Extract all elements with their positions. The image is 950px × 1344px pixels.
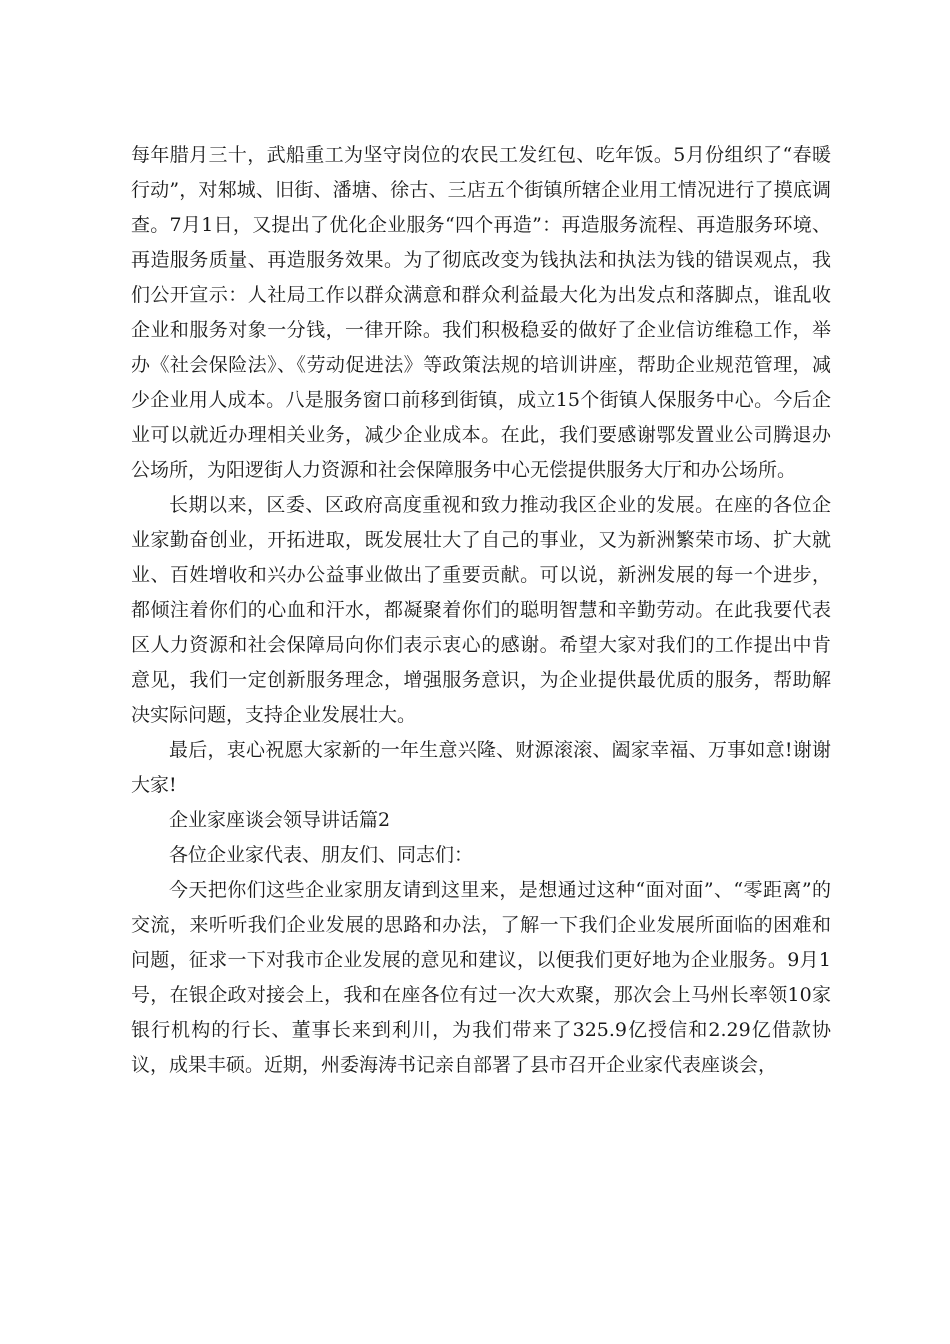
document-body xyxy=(131,138,831,1083)
paragraph-service-measures: 每年腊月三十，武船重工为坚守岗位的农民工发红包、吃年饭。5月份组织了“春暖行动”，对邾城、旧街、潘塘、徐古、三店五个街镇所辖企业用工情况进行了摸底调查。7月1日，又提出了优化企业服务“四个再造”：再造服务流程、再造服务环境、再造服务质量、再造服务效果。为了彻底改变为钱执法和执法为钱的错误观点，我们公开宣示：人社局工作以群众满意和群众利益最大化为出发点和落脚点，谁乱收企业和服务对象一分钱，一律开除。我们积极稳妥的做好了企业信访维稳工作，举办《社会保险法》、《劳动促进法》等政策法规的培训讲座，帮助企业规范管理，减少企业用人成本。八是服务窗口前移到街镇，成立15个街镇人保服务中心。今后企业可以就近办理相关业务，减少企业成本。在此，我们要感谢鄂发置业公司腾退办公场所，为阳逻街人力资源和社会保障服务中心无偿提供服务大厅和办公场所。 xyxy=(131,144,831,481)
paragraph-entrepreneur-thanks: 长期以来，区委、区政府高度重视和致力推动我区企业的发展。在座的各位企业家勤奋创业，开拓进取，既发展壮大了自己的事业，又为新洲繁荣市场、扩大就业、百姓增收和兴办公益事业做出了重要贡献。可以说，新洲发展的每一个进步，都倾注着你们的心血和汗水，都凝聚着你们的聪明智慧和辛勤劳动。在此我要代表区人力资源和社会保障局向你们表示衷心的感谢。希望大家对我们的工作提出中肯意见，我们一定创新服务理念，增强服务意识，为企业提供最优质的服务，帮助解决实际问题，支持企业发展壮大。 xyxy=(131,494,831,726)
section-heading: 企业家座谈会领导讲话篇2 xyxy=(169,809,391,831)
paragraph-closing-wishes: 最后，衷心祝愿大家新的一年生意兴隆、财源滚滚、阖家幸福、万事如意!谢谢大家! xyxy=(131,739,831,796)
salutation: 各位企业家代表、朋友们、同志们： xyxy=(169,844,474,866)
paragraph-speech-opening: 今天把你们这些企业家朋友请到这里来，是想通过这种“面对面”、“零距离”的交流，来听听我们企业发展的思路和办法，了解一下我们企业发展所面临的困难和问题，征求一下对我市企业发展的意见和建议，以便我们更好地为企业服务。9月1号，在银企政对接会上，我和在座各位有过一次大欢聚，那次会上马州长率领10家银行机构的行长、董事长来到利川，为我们带来了325.9亿授信和2.29亿借款协议，成果丰硕。近期，州委海涛书记亲自部署了县市召开企业家代表座谈会， xyxy=(131,879,831,1076)
